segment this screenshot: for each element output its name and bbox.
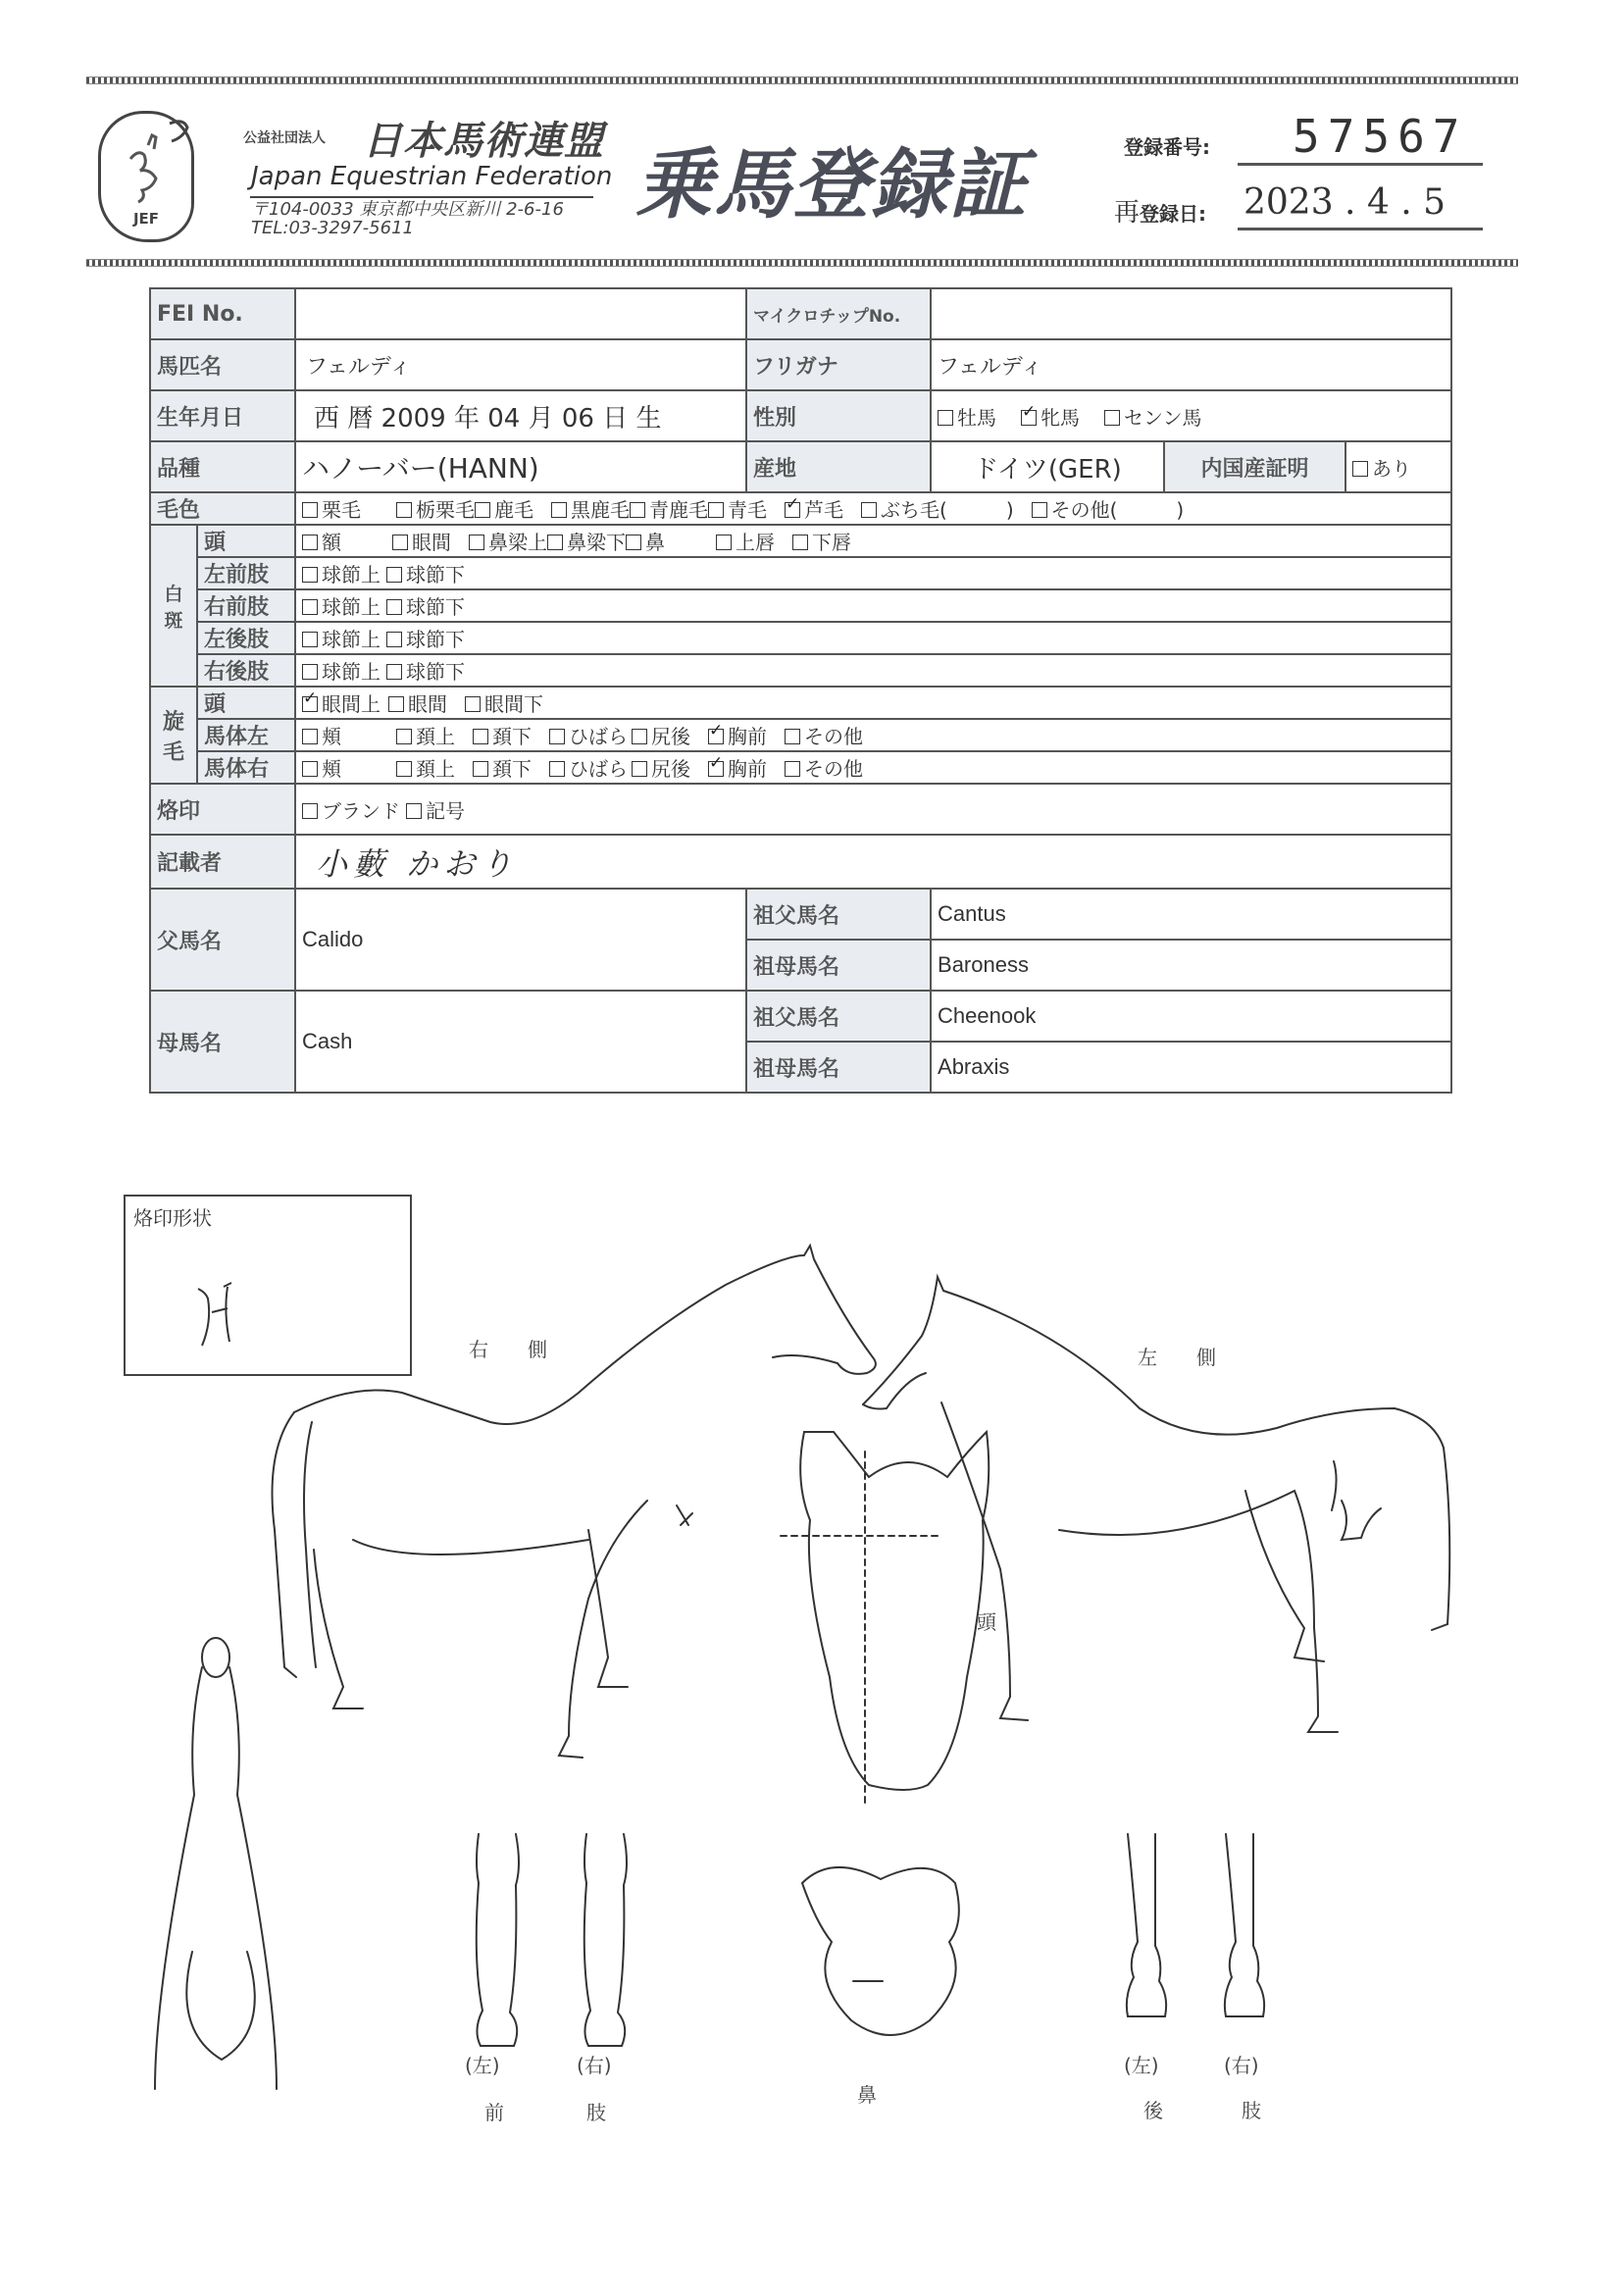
row-white-right-hind (150, 654, 1451, 687)
checkbox[interactable] (632, 729, 647, 744)
option[interactable]: 球節上 (302, 624, 381, 652)
checkbox[interactable] (302, 502, 318, 518)
microchip-value (931, 288, 1451, 339)
org-name-ja: 日本馬術連盟 (363, 119, 604, 164)
row-fei-no (150, 288, 1451, 339)
white-markings-label: 白斑 (150, 525, 197, 687)
row-recorder (150, 835, 1451, 889)
recorder-label: 記載者 (150, 835, 295, 889)
whorl-body-left-label: 馬体左 (197, 719, 295, 751)
hindlimb-right-label: (右) (1224, 2054, 1259, 2077)
option[interactable]: 球節上 (302, 559, 381, 587)
furigana-value: フェルディ (931, 339, 1451, 390)
checkbox[interactable] (630, 502, 645, 518)
row-white-head (150, 525, 1451, 557)
row-birth-sex (150, 390, 1451, 441)
domestic-cert-option[interactable]: あり (1345, 441, 1451, 492)
checkbox[interactable] (469, 535, 484, 550)
breed-value: ハノーバー(HANN) (295, 441, 746, 492)
nose-label: 鼻 (857, 2083, 877, 2107)
checkbox-checked[interactable] (785, 502, 800, 518)
registration-number-label: 登録番号: (1124, 135, 1210, 159)
option[interactable]: 頚下 (473, 721, 532, 749)
coat-option-gray[interactable]: ✓ 芦毛 (785, 494, 843, 523)
option[interactable]: 球節下 (386, 624, 465, 652)
checkbox[interactable] (785, 729, 800, 744)
brand-options (295, 784, 1451, 835)
checkbox[interactable] (632, 761, 647, 777)
coat-option[interactable]: 黒鹿毛 (551, 494, 630, 523)
brand-label: 烙印 (150, 784, 295, 835)
checkbox[interactable] (549, 761, 565, 777)
recorder-value-cell (295, 835, 1451, 889)
row-horse-name (150, 339, 1451, 390)
coat-option[interactable]: 栃栗毛 (396, 494, 475, 523)
option[interactable]: その他 (785, 753, 863, 782)
birth-date-value: 西 暦 2009 年 04 月 06 日 生 (295, 390, 746, 441)
registration-date-underline (1238, 228, 1483, 230)
checkbox[interactable] (549, 729, 565, 744)
row-dam-1 (150, 991, 1451, 1042)
sex-options (931, 390, 1451, 441)
option[interactable]: 尻後 (632, 721, 690, 749)
dam-label: 母馬名 (150, 991, 295, 1093)
sex-option-gelding[interactable]: センン馬 (1104, 402, 1202, 431)
sire-granddam-label: 祖母馬名 (746, 940, 931, 991)
whorl-body-right-label: 馬体右 (197, 751, 295, 784)
dam-value: Cash (295, 991, 746, 1093)
sex-option-mare[interactable]: ✓ 牝馬 (1021, 402, 1080, 431)
left-side-label: 左 側 (1138, 1346, 1216, 1369)
row-whorl-head (150, 687, 1451, 719)
checkbox[interactable] (302, 803, 318, 819)
row-brand (150, 784, 1451, 835)
domestic-cert-label: 内国産証明 (1164, 441, 1345, 492)
registration-date-label: 再登録日: (1114, 198, 1207, 228)
option[interactable]: 頚上 (396, 753, 455, 782)
option[interactable]: 上唇 (716, 527, 775, 555)
coat-option[interactable]: 鹿毛 (475, 494, 533, 523)
sire-granddam-value: Baroness (931, 940, 1451, 991)
registration-date: 2023 . 4 . 5 (1243, 182, 1446, 223)
checkbox-checked[interactable] (708, 729, 724, 744)
chest-front-view-icon (155, 1638, 277, 2089)
row-white-left-fore (150, 557, 1451, 589)
checkbox[interactable] (626, 535, 641, 550)
org-contact (251, 200, 564, 237)
option[interactable]: ひばら (549, 753, 628, 782)
row-breed-origin (150, 441, 1451, 492)
dam-granddam-value: Abraxis (931, 1042, 1451, 1093)
whorl-head-label: 頭 (197, 687, 295, 719)
option[interactable]: ブランド (302, 795, 400, 824)
checkbox[interactable] (396, 502, 412, 518)
option[interactable]: 下唇 (792, 527, 851, 555)
white-right-fore-options (295, 589, 1451, 622)
header-bottom-border (86, 259, 1518, 267)
option[interactable]: 球節下 (386, 559, 465, 587)
checkbox[interactable] (475, 502, 490, 518)
option[interactable]: 球節上 (302, 591, 381, 620)
forelimb-left-label: (左) (465, 2054, 500, 2077)
checkbox[interactable] (1032, 502, 1047, 518)
checkbox[interactable] (392, 535, 408, 550)
dam-grandsire-value: Cheenook (931, 991, 1451, 1042)
checkbox[interactable] (716, 535, 732, 550)
checkbox[interactable] (1104, 410, 1120, 426)
hindlimb-label-2: 肢 (1242, 2099, 1261, 2122)
option[interactable]: 眼間下 (465, 688, 543, 717)
logo-text: JEF (132, 210, 160, 228)
white-head-options (295, 525, 1451, 557)
whorl-head-options (295, 687, 1451, 719)
furigana-label: フリガナ (746, 339, 931, 390)
whorl-body-right-options (295, 751, 1451, 784)
horse-registration-table (149, 287, 1452, 1094)
option[interactable]: 額 (302, 527, 341, 555)
option[interactable]: 鼻 (626, 527, 665, 555)
jef-logo (98, 111, 194, 242)
checkbox-checked[interactable] (708, 761, 724, 777)
option[interactable]: その他 (785, 721, 863, 749)
checkbox-checked[interactable] (302, 696, 318, 712)
sire-grandsire-label: 祖父馬名 (746, 889, 931, 940)
breed-label: 品種 (150, 441, 295, 492)
option[interactable]: 頚下 (473, 753, 532, 782)
org-address: 〒104-0033 東京都中央区新川 2-6-16 (251, 199, 564, 220)
forelimb-right-label: (右) (577, 2054, 612, 2077)
row-whorl-body-left (150, 719, 1451, 751)
checkbox[interactable] (547, 535, 563, 550)
forelimb-label-2: 肢 (586, 2101, 606, 2124)
checkbox[interactable] (861, 502, 877, 518)
hindlimb-label-1: 後 (1143, 2099, 1163, 2122)
white-right-fore-label: 右前肢 (197, 589, 295, 622)
option[interactable]: 鼻梁下 (547, 527, 626, 555)
checkbox[interactable] (302, 535, 318, 550)
checkbox[interactable] (785, 761, 800, 777)
org-name-en: Japan Equestrian Federation (251, 162, 613, 191)
checkbox[interactable] (551, 502, 567, 518)
checkbox[interactable] (302, 761, 318, 777)
checkbox[interactable] (396, 729, 412, 744)
option-checked[interactable]: ✓ 胸前 (708, 721, 767, 749)
white-head-label: 頭 (197, 525, 295, 557)
fei-no-label: FEI No. (150, 288, 295, 339)
coat-color-label: 毛色 (150, 492, 295, 525)
option[interactable]: ひばら (549, 721, 628, 749)
head-label: 頭 (977, 1610, 996, 1634)
whorl-body-left-options (295, 719, 1451, 751)
row-sire-1 (150, 889, 1451, 940)
whorls-label: 旋毛 (150, 687, 197, 784)
checkbox[interactable] (473, 729, 488, 744)
hindlimb-left-label: (左) (1124, 2054, 1159, 2077)
checkbox[interactable] (386, 599, 402, 615)
checkbox[interactable] (302, 632, 318, 647)
registration-number-underline (1238, 163, 1483, 166)
dam-granddam-label: 祖母馬名 (746, 1042, 931, 1093)
sire-label: 父馬名 (150, 889, 295, 991)
checkbox[interactable] (386, 632, 402, 647)
brand-shape-sketch-icon (126, 1197, 410, 1374)
sex-option-stallion[interactable]: 牡馬 (938, 402, 996, 431)
header-top-border (86, 76, 1518, 84)
checkbox[interactable] (708, 502, 724, 518)
rider-horse-icon (101, 120, 191, 218)
white-left-hind-options (295, 622, 1451, 654)
checkbox[interactable] (1352, 461, 1368, 477)
option[interactable]: 記号 (406, 795, 465, 824)
coat-option[interactable]: 青毛 (708, 494, 767, 523)
checkbox[interactable] (302, 599, 318, 615)
option[interactable]: 眼間 (388, 688, 447, 717)
forelimb-label-1: 前 (484, 2101, 504, 2124)
white-left-fore-options (295, 557, 1451, 589)
row-coat-color (150, 492, 1451, 525)
option-checked[interactable]: ✓ 眼間上 (302, 688, 381, 717)
checkbox[interactable] (473, 761, 488, 777)
org-prefix: 公益社団法人 (243, 130, 326, 146)
row-white-left-hind (150, 622, 1451, 654)
recorder-signature: 小藪 かおり (316, 844, 519, 883)
coat-option[interactable]: 栗毛 (302, 494, 361, 523)
checkbox[interactable] (302, 664, 318, 680)
origin-value: ドイツ(GER) (931, 441, 1164, 492)
microchip-label: マイクロチップNo. (746, 288, 931, 339)
checkbox[interactable] (406, 803, 422, 819)
brand-shape-label: 烙印形状 (133, 1206, 212, 1230)
option[interactable]: 球節下 (386, 656, 465, 685)
checkbox[interactable] (396, 761, 412, 777)
org-divider (250, 196, 593, 198)
checkbox[interactable] (465, 696, 481, 712)
fei-no-value (295, 288, 746, 339)
org-tel: TEL:03-3297-5611 (251, 218, 414, 238)
row-whorl-body-right (150, 751, 1451, 784)
option[interactable]: 頬 (302, 721, 341, 749)
birth-date-label: 生年月日 (150, 390, 295, 441)
checkbox[interactable] (386, 567, 402, 583)
option[interactable]: 球節下 (386, 591, 465, 620)
checkbox[interactable] (302, 567, 318, 583)
option[interactable]: 球節上 (302, 656, 381, 685)
checkbox-checked[interactable] (1021, 410, 1037, 426)
sex-label: 性別 (746, 390, 931, 441)
checkbox[interactable] (388, 696, 404, 712)
right-side-label: 右 側 (469, 1338, 547, 1361)
row-white-right-fore (150, 589, 1451, 622)
checkbox[interactable] (302, 729, 318, 744)
certificate-title: 乗馬登録証 (635, 141, 1029, 229)
head-front-view-icon (781, 1432, 989, 1805)
coat-option[interactable]: ぶち毛( ) (861, 494, 1014, 523)
option[interactable]: 頬 (302, 753, 341, 782)
white-left-hind-label: 左後肢 (197, 622, 295, 654)
checkbox[interactable] (386, 664, 402, 680)
nose-icon (802, 1867, 959, 2035)
horse-name-value: フェルディ (295, 339, 746, 390)
sire-grandsire-value: Cantus (931, 889, 1451, 940)
option[interactable]: 頚上 (396, 721, 455, 749)
coat-option[interactable]: その他( ) (1032, 494, 1185, 523)
option[interactable]: 鼻梁上 (469, 527, 547, 555)
brand-shape-box (124, 1195, 412, 1376)
checkbox[interactable] (938, 410, 953, 426)
white-right-hind-label: 右後肢 (197, 654, 295, 687)
white-left-fore-label: 左前肢 (197, 557, 295, 589)
checkbox[interactable] (792, 535, 808, 550)
horse-name-label: 馬匹名 (150, 339, 295, 390)
origin-label: 産地 (746, 441, 931, 492)
sire-value: Calido (295, 889, 746, 991)
forelimbs-icon (477, 1834, 627, 2046)
option[interactable]: 眼間 (392, 527, 451, 555)
re-mark: 再 (1114, 198, 1141, 228)
registration-number: 57567 (1293, 110, 1468, 163)
option[interactable]: 尻後 (632, 753, 690, 782)
coat-option[interactable]: 青鹿毛 (630, 494, 708, 523)
white-right-hind-options (295, 654, 1451, 687)
coat-color-options (295, 492, 1451, 525)
hindlimbs-icon (1127, 1834, 1264, 2016)
dam-grandsire-label: 祖父馬名 (746, 991, 931, 1042)
option-checked[interactable]: ✓ 胸前 (708, 753, 767, 782)
